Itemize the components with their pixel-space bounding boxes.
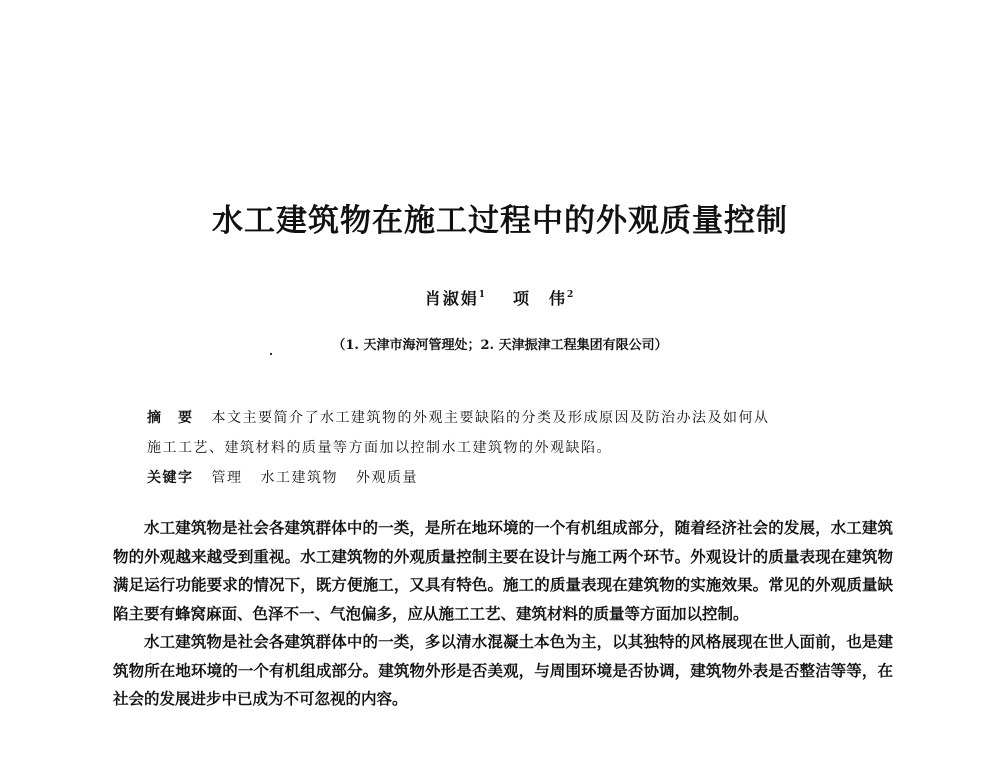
keyword: 外观质量 (356, 470, 418, 486)
author-affiliation-mark: 1 (478, 290, 487, 300)
abstract-label: 摘 要 (147, 410, 194, 426)
abstract-line-2 (147, 437, 612, 457)
author-list (0, 286, 1000, 309)
abstract-text: 施工工艺、建筑材料的质量等方面加以控制水工建筑物的外观缺陷。 (147, 440, 612, 456)
affiliation-line: （1. 天津市海河管理处；2. 天津振津工程集团有限公司） (332, 338, 668, 353)
keyword: 水工建筑物 (260, 470, 338, 486)
author-name: 肖淑娟 (424, 289, 479, 308)
keywords-line (147, 467, 418, 487)
abstract-line-1 (147, 407, 770, 427)
author-name: 项 伟 (513, 289, 568, 308)
scan-speck (270, 353, 272, 355)
author-affiliation-mark: 2 (567, 290, 576, 300)
abstract-text: 本文主要简介了水工建筑物的外观主要缺陷的分类及形成原因及防治办法及如何从 (211, 410, 770, 426)
keywords-label: 关键字 (147, 470, 194, 486)
body-paragraph: 水工建筑物是社会各建筑群体中的一类，是所在地环境的一个有机组成部分，随着经济社会的发展，水工建筑物的外观越来越受到重视。水工建筑物的外观质量控制主要在设计与施工两个环节。外观设计的质量表现在建筑物满足运行功能要求的情况下，既方便施工，又具有特色。施工的质量表现在建筑物的实施效果。常见的外观质量缺陷主要有蜂窝麻面、色泽不一、气泡偏多，应从施工工艺、建筑材料的质量等方面加以控制。 (113, 518, 893, 623)
body-text (113, 514, 893, 714)
paper-title: 水工建筑物在施工过程中的外观质量控制 (212, 203, 788, 239)
body-paragraph: 水工建筑物是社会各建筑群体中的一类，多以清水混凝土本色为主，以其独特的风格展现在世人面前，也是建筑物所在地环境的一个有机组成部分。建筑物外形是否美观，与周围环境是否协调，建筑物外表是否整洁等等，在社会的发展进步中已成为不可忽视的内容。 (113, 632, 893, 708)
keyword: 管理 (211, 470, 243, 486)
